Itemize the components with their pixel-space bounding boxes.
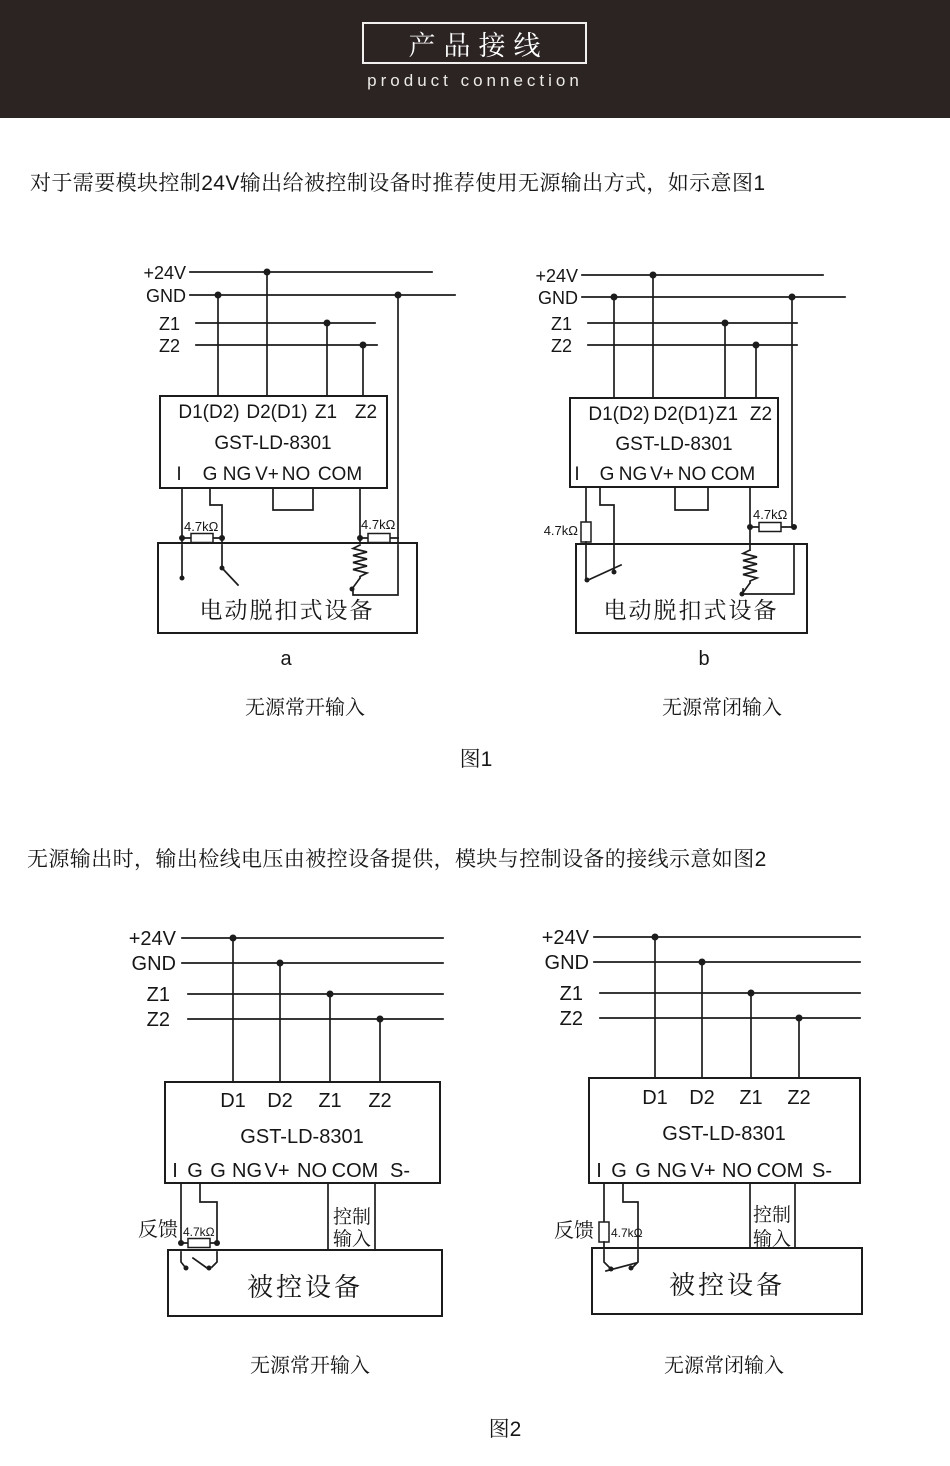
module-name: GST-LD-8301: [214, 433, 332, 454]
resistor-label: 4.7kΩ: [361, 517, 396, 532]
terminal-label: Z1: [739, 1087, 763, 1109]
terminal-label: COM: [317, 464, 363, 485]
feedback-label: 反馈: [138, 1219, 178, 1241]
figure1-caption: 图1: [459, 748, 493, 771]
terminal-label: I: [574, 464, 580, 485]
terminal-label: Z1: [318, 1090, 342, 1112]
terminal-label: COM: [331, 1160, 379, 1182]
resistor: [368, 534, 390, 543]
device-label: 被控设备: [668, 1270, 786, 1300]
terminal-label: S-: [812, 1160, 832, 1182]
bus-label: +24V: [541, 927, 589, 949]
terminal-label: V+: [255, 464, 279, 485]
terminal-label: NG: [232, 1160, 262, 1182]
terminal-label: Z2: [368, 1090, 392, 1112]
terminal-label: Z2: [354, 402, 378, 423]
figure2-caption: 图2: [488, 1418, 522, 1441]
terminal-label: NO: [677, 464, 707, 485]
figure2-right: [542, 927, 862, 1314]
page-title: 产品接线: [408, 30, 549, 61]
bus-label: Z2: [146, 1009, 170, 1031]
bus-label: Z1: [559, 983, 583, 1005]
figure2-right-caption: 无源常闭输入: [664, 1355, 784, 1377]
terminal-label: NO: [297, 1160, 327, 1182]
vplus-no-link: [675, 487, 708, 510]
resistor-label: 4.7kΩ: [184, 519, 219, 534]
terminal-label: D1(D2): [588, 404, 650, 425]
terminal-label: G: [635, 1160, 651, 1182]
bus-label: Z1: [146, 984, 170, 1006]
resistor-label: 4.7kΩ: [611, 1226, 643, 1240]
bus-label: +24V: [128, 928, 176, 950]
terminal-label: G: [599, 464, 615, 485]
control-input-label: 控制: [332, 1207, 372, 1228]
resistor-label: 4.7kΩ: [753, 507, 788, 522]
header-title-box: [362, 22, 587, 64]
device-label: 被控设备: [246, 1272, 364, 1302]
module-name: GST-LD-8301: [662, 1123, 786, 1145]
bus-label: GND: [131, 953, 176, 975]
terminal-label: G: [202, 464, 218, 485]
terminal-label: D2(D1): [246, 402, 308, 423]
feedback-label: 反馈: [554, 1220, 594, 1242]
resistor-label: 4.7kΩ: [543, 523, 578, 538]
terminal-label: D1: [220, 1090, 246, 1112]
terminal-label: D2: [267, 1090, 293, 1112]
terminal-label: Z1: [314, 402, 338, 423]
resistor: [191, 534, 213, 543]
resistor: [599, 1222, 609, 1242]
terminal-label: S-: [390, 1160, 410, 1182]
header: [0, 0, 950, 118]
bus-label: +24V: [535, 266, 578, 286]
module-name: GST-LD-8301: [615, 434, 733, 455]
resistor: [759, 523, 781, 532]
terminal-label: G: [187, 1160, 203, 1182]
terminal-label: D2: [689, 1087, 715, 1109]
bus-label: +24V: [143, 263, 186, 283]
resistor: [581, 522, 591, 542]
bus-label: Z2: [158, 336, 180, 356]
bus-label: GND: [544, 952, 589, 974]
intro-paragraph-2: 无源输出时，输出检线电压由被控设备提供，模块与控制设备的接线示意如图2: [27, 848, 767, 871]
figure2-diagram: [0, 920, 950, 1320]
module-name: GST-LD-8301: [240, 1126, 364, 1148]
bus-label: Z1: [550, 314, 572, 334]
figure1a: [143, 263, 455, 633]
figure1b-sublabel: b: [698, 648, 710, 670]
terminal-label: NG: [222, 464, 252, 485]
terminal-label: I: [172, 1160, 178, 1182]
terminal-label: Z1: [715, 404, 739, 425]
resistor: [188, 1239, 210, 1248]
vplus-no-link: [273, 488, 313, 510]
figure1b: [535, 266, 845, 633]
terminal-label: NG: [657, 1160, 687, 1182]
bus-label: GND: [538, 288, 578, 308]
terminal-label: COM: [710, 464, 756, 485]
terminal-label: COM: [756, 1160, 804, 1182]
terminal-label: G: [611, 1160, 627, 1182]
device-label: 电动脱扣式设备: [199, 597, 375, 623]
figure1a-sublabel: a: [280, 648, 292, 670]
figure2-left-caption: 无源常开输入: [250, 1355, 370, 1377]
bus-label: Z2: [550, 336, 572, 356]
bus-label: Z1: [158, 314, 180, 334]
terminal-label: D1(D2): [178, 402, 240, 423]
figure1a-caption: 无源常开输入: [245, 697, 365, 719]
terminal-label: NO: [281, 464, 311, 485]
terminal-label: D1: [642, 1087, 668, 1109]
control-input-label: 输入: [752, 1229, 792, 1250]
terminal-label: V+: [690, 1160, 716, 1182]
terminal-label: V+: [264, 1160, 290, 1182]
terminal-label: I: [596, 1160, 602, 1182]
bus-label: GND: [146, 286, 186, 306]
device-label: 电动脱扣式设备: [603, 597, 779, 623]
figure1-diagram: [0, 250, 950, 650]
terminal-label: D2(D1): [653, 404, 715, 425]
terminal-label: NO: [722, 1160, 752, 1182]
terminal-label: Z2: [749, 404, 773, 425]
terminal-label: G: [210, 1160, 226, 1182]
figure1b-caption: 无源常闭输入: [662, 697, 782, 719]
terminal-label: V+: [650, 464, 674, 485]
intro-paragraph-1: 对于需要模块控制24V输出给被控制设备时推荐使用无源输出方式，如示意图1: [30, 172, 766, 195]
figure2-left: [129, 928, 443, 1316]
terminal-label: NG: [618, 464, 648, 485]
bus-label: Z2: [559, 1008, 583, 1030]
control-input-label: 控制: [752, 1205, 792, 1226]
header-subtitle: product connection: [367, 71, 583, 90]
resistor-label: 4.7kΩ: [183, 1225, 215, 1239]
terminal-label: I: [176, 464, 182, 485]
terminal-label: Z2: [787, 1087, 811, 1109]
control-input-label: 输入: [332, 1229, 372, 1250]
